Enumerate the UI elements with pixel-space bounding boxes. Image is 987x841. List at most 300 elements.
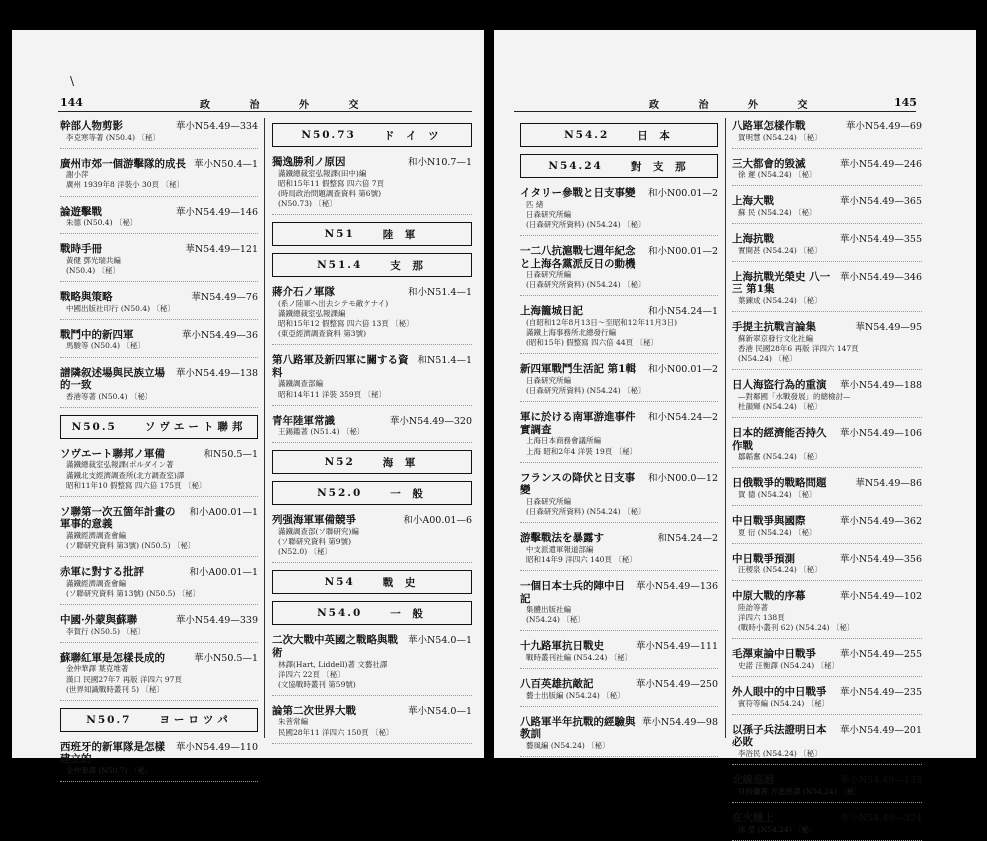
- entry-title: 手提主抗戰言論集: [732, 321, 816, 334]
- entry-detail: 中支派遣軍報道部編: [526, 544, 594, 554]
- catalog-entry: [60, 564, 258, 605]
- entry-detail: (東亞經濟調查資料 第3號): [278, 329, 367, 339]
- call-number: 和小N00.01—2: [647, 245, 718, 257]
- entry-title: 廣州市郊一個游擊隊的成長: [60, 157, 186, 170]
- call-number: 和小N00.01—2: [647, 188, 718, 199]
- entry-detail: 廣州 1939年8 洋裝小 30頁 〔秘〕: [66, 180, 184, 190]
- catalog-entry: [272, 154, 472, 215]
- entry-detail: 漢口 民國27年7 再版 洋四六 97頁: [66, 674, 182, 684]
- entry-title: 蘇聯紅軍是怎樣長成的: [60, 651, 165, 664]
- entry-row: [272, 154, 472, 169]
- call-number: 和N54.24—2: [657, 533, 718, 545]
- call-number: 華小N50.5—1: [193, 652, 258, 664]
- entry-title: 上海抗戰光榮史 八一三 第1集: [732, 270, 831, 296]
- call-number: 和N51.4—1: [417, 355, 472, 367]
- entry-row: [272, 284, 472, 299]
- entry-detail: (系ノ陸軍ヘ出去シテモ敵ケナイ): [278, 298, 389, 308]
- entry-title: 十九路軍抗日戰史: [520, 640, 604, 653]
- catalog-entry: [272, 352, 472, 405]
- entry-detail: 黃健 鄧光瑞共編: [66, 255, 121, 265]
- call-number: 華小N54.49—98: [641, 716, 718, 728]
- catalog-entry: [60, 289, 258, 320]
- entry-title: 游擊戰法を暴露す: [520, 532, 604, 545]
- entry-detail: 日森研究所編: [526, 270, 571, 280]
- entry-row: [272, 512, 472, 527]
- catalog-entry: [60, 650, 258, 701]
- catalog-entry: [60, 446, 258, 497]
- entry-detail: 金仲華譯 (N50.7) 〔秘〕: [66, 766, 153, 775]
- entry-row: [60, 504, 258, 531]
- section-heading: [272, 253, 472, 277]
- entry-row: [732, 588, 922, 603]
- running-head: 政 治 外 交: [200, 100, 377, 111]
- call-number: 華小N50.4—1: [193, 158, 258, 170]
- entry-title: 八百英雄抗敵記: [520, 678, 594, 691]
- catalog-entry: [272, 512, 472, 563]
- call-number: 和小N00.01—2: [647, 364, 718, 376]
- call-number: 華小N54.49—102: [839, 591, 922, 603]
- call-number: 華小N54.49—334: [175, 121, 258, 132]
- entry-title: 二次大戰中英國之戰略與戰術: [272, 634, 398, 659]
- entry-detail: 日森研究所編: [526, 375, 571, 385]
- call-number: 華小N54.49—69: [845, 121, 922, 132]
- section-name: 對 支 那: [630, 160, 690, 173]
- section-name: ド イ ツ: [383, 129, 443, 142]
- entry-detail: (日森研究所資料) (N54.24) 〔秘〕: [526, 506, 646, 516]
- entry-title: 幹部人物剪影: [60, 120, 123, 132]
- call-number: 和小N54.24—1: [647, 306, 718, 318]
- section-name: 一 般: [390, 487, 427, 500]
- entry-title: 中國·外蒙與蘇聯: [60, 614, 138, 627]
- section-heading: [272, 570, 472, 594]
- catalog-entry: [520, 714, 718, 757]
- entry-detail: 賀 德 (N54.24) 〔秘〕: [738, 489, 817, 499]
- entry-detail: 林譯(Hart, Liddell)著 文藝社譯: [278, 659, 388, 669]
- section-code: N54: [324, 576, 355, 589]
- entry-title: 八路軍怎樣作戰: [732, 120, 806, 132]
- entry-title: 北線巡迴: [732, 774, 774, 787]
- entry-row: [520, 714, 718, 741]
- catalog-entry: [60, 327, 258, 358]
- entry-title: 軍に於ける南軍游進事件實調查: [520, 411, 636, 436]
- section-heading: [272, 481, 472, 505]
- entry-detail: (ソ聯研究資料 第3號) (N50.5) 〔秘〕: [66, 541, 196, 551]
- entry-detail: 昭和11年10 假整寫 四六倍 175頁 〔秘〕: [66, 480, 207, 490]
- section-heading: [272, 123, 472, 147]
- entry-title: 譜隣叙述場與民族立場的一致: [60, 366, 165, 392]
- section-heading: [520, 154, 718, 178]
- entry-detail: (N50.4) 〔秘〕: [66, 266, 120, 275]
- entry-row: [60, 564, 258, 579]
- catalog-entry: [60, 241, 258, 282]
- entry-row: [60, 650, 258, 665]
- entry-detail: 昭和14年11 洋裝 359頁 〔秘〕: [278, 389, 387, 399]
- catalog-entry: [732, 810, 922, 841]
- entry-title: 在火綫上: [732, 811, 774, 824]
- entry-detail: (ソ聯研究資料 第9號): [278, 537, 352, 547]
- entry-detail: (時局政治問題調查資料 第6號): [278, 188, 382, 198]
- entry-row: [520, 578, 718, 605]
- call-number: 華N54.49—95: [855, 322, 922, 334]
- entry-detail: 民國28年11 洋四六 150頁 〔秘〕: [278, 727, 394, 737]
- catalog-entry: [520, 578, 718, 631]
- entry-detail: (自昭和12年8月13日～至昭和12年11月3日): [526, 318, 678, 327]
- catalog-entry: [732, 156, 922, 187]
- entry-row: [732, 513, 922, 528]
- section-name: 海 軍: [382, 456, 420, 469]
- entry-detail: 藝風編 (N54.24) 〔秘〕: [526, 741, 610, 750]
- call-number: 和小A00.01—6: [403, 515, 472, 527]
- entry-detail: 滿鐵總裁室弘報課編: [278, 308, 346, 318]
- entry-title: 列强海軍軍備競爭: [272, 514, 356, 527]
- catalog-entry: [732, 377, 922, 418]
- entry-row: [732, 377, 922, 392]
- entry-title: 日人海盜行為的重演: [732, 379, 827, 392]
- entry-title: 毛澤東論中日戰爭: [732, 648, 816, 661]
- entry-title: 以孫子兵法證明日本必敗: [732, 723, 827, 749]
- section-name: 支 那: [390, 259, 427, 272]
- entry-detail: 陸詒等著: [738, 603, 768, 613]
- entry-detail: 滿鐵經濟調查會編: [66, 578, 126, 588]
- catalog-entry: [732, 475, 922, 506]
- entry-title: 戰略與策略: [60, 291, 113, 304]
- entry-row: [520, 530, 718, 545]
- entry-row: [272, 632, 472, 659]
- catalog-entry: [520, 243, 718, 296]
- catalog-entry: [732, 193, 922, 224]
- call-number: 華N54.49—76: [191, 292, 258, 304]
- call-number: 華小N54.49—355: [839, 234, 922, 246]
- entry-row: [60, 204, 258, 219]
- call-number: 華小N54.49—111: [635, 641, 718, 653]
- entry-title: 戰鬥中的新四軍: [60, 328, 134, 341]
- entry-detail: —對鄰國「水戰發展」的總檢討—: [738, 391, 851, 401]
- catalog-entry: [60, 118, 258, 149]
- entry-detail: (N54.24) 〔秘〕: [526, 615, 585, 625]
- entry-detail: 葉鍊成 (N54.24) 〔秘〕: [738, 296, 822, 306]
- section-code: N50.73: [301, 129, 356, 141]
- call-number: 華小N54.49—250: [635, 679, 718, 691]
- section-heading: [272, 222, 472, 246]
- catalog-entry: [520, 676, 718, 707]
- entry-detail: 日森研究所編: [526, 209, 571, 219]
- entry-detail: 洋四六 22頁 〔秘〕: [278, 669, 345, 679]
- section-name: 日 本: [637, 129, 674, 142]
- catalog-entry: [732, 118, 922, 149]
- entry-title: 外人眼中的中日戰爭: [732, 686, 827, 699]
- entry-detail: 朱菩常編: [278, 717, 308, 727]
- left-column-1: [60, 118, 258, 775]
- entry-detail: 朱德 (N50.4) 〔秘〕: [66, 218, 138, 228]
- left-page: [12, 30, 484, 775]
- page-number: 145: [894, 96, 917, 109]
- entry-row: [732, 722, 922, 749]
- entry-detail: 滿鐵調查部(ソ聯研究)編: [278, 526, 359, 536]
- entry-row: [60, 289, 258, 304]
- entry-row: [732, 646, 922, 661]
- call-number: 華小N54.49—36: [181, 329, 258, 341]
- section-heading: [272, 450, 472, 474]
- section-heading: [520, 123, 718, 147]
- entry-detail: 滿鐵調查部編: [278, 379, 323, 389]
- section-heading: [272, 601, 472, 625]
- entry-detail: 藝士出版編 (N54.24) 〔秘〕: [526, 690, 625, 700]
- entry-detail: (N50.73) 〔秘〕: [278, 198, 337, 208]
- catalog-entry: [520, 470, 718, 523]
- call-number: 華小N54.49—324: [839, 812, 922, 824]
- catalog-entry: [60, 739, 258, 782]
- call-number: 華小N54.49—106: [839, 428, 922, 439]
- catalog-entry: [732, 684, 922, 715]
- call-number: 華小N54.49—365: [839, 196, 922, 208]
- section-code: N54.24: [548, 160, 603, 172]
- section-heading: [60, 708, 258, 732]
- entry-detail: (文協戰時叢刊 第59號): [278, 679, 356, 689]
- call-number: 華小N54.49—320: [389, 415, 472, 427]
- entry-title: 一個日本士兵的陣中日記: [520, 579, 625, 605]
- entry-detail: 昭和14年9 洋四六 140頁 〔秘〕: [526, 554, 637, 564]
- call-number: 華小N54.49—362: [839, 516, 922, 528]
- entry-detail: 上海日本商務會議所編: [526, 436, 601, 446]
- entry-detail: 李浴民 (N54.24) 〔秘〕: [738, 749, 822, 759]
- entry-row: [732, 425, 922, 452]
- entry-row: [60, 118, 258, 133]
- call-number: 華小N54.49—188: [839, 380, 922, 392]
- entry-row: [732, 319, 922, 334]
- entry-detail: (戰時小叢刊 62) (N54.24) 〔秘〕: [738, 623, 855, 633]
- section-name: 陸 軍: [382, 228, 420, 241]
- entry-detail: 蘇 民 (N54.24) 〔秘〕: [738, 208, 817, 218]
- entry-title: 三大都會的毀滅: [732, 157, 806, 170]
- running-head: 政 治 外 交: [649, 100, 826, 111]
- header-rule: [58, 111, 472, 112]
- page-number: 144: [60, 96, 83, 109]
- entry-row: [520, 185, 718, 200]
- call-number: 華小N54.49—235: [839, 687, 922, 699]
- entry-detail: 洋四六 138頁: [738, 613, 785, 623]
- entry-title: 上海抗戰: [732, 233, 774, 246]
- catalog-entry: [60, 156, 258, 197]
- entry-detail: 滿鐵北支經濟調查所(北方調查室)譯: [66, 470, 185, 480]
- entry-row: [60, 241, 258, 256]
- call-number: 華小N54.49—146: [175, 206, 258, 218]
- catalog-entry: [520, 361, 718, 402]
- entry-row: [60, 156, 258, 171]
- catalog-entry: [520, 303, 718, 354]
- entry-title: イタリー參戰と日支事變: [520, 187, 636, 199]
- call-number: 華N54.49—121: [185, 244, 258, 256]
- entry-detail: 夏 衍 (N54.24) 〔秘〕: [738, 527, 817, 537]
- entry-title: 一二八抗滬戰七週年紀念と上海各黨派反日の動機: [520, 244, 636, 270]
- catalog-entry: [520, 185, 718, 236]
- entry-title: 中原大戰的序幕: [732, 590, 806, 603]
- catalog-entry: [732, 722, 922, 765]
- entry-detail: 李克寒等著 (N50.4) 〔秘〕: [66, 132, 160, 142]
- call-number: 華小N54.49—136: [635, 580, 718, 592]
- entry-row: [520, 676, 718, 691]
- entry-row: [520, 409, 718, 436]
- entry-row: [732, 231, 922, 246]
- catalog-entry: [272, 703, 472, 744]
- entry-row: [272, 413, 472, 428]
- entry-detail: (ソ聯研究資料 第13號) (N50.5) 〔秘〕: [66, 589, 201, 598]
- entry-detail: 昭和15年11 假整寫 四六倍 7頁: [278, 178, 385, 188]
- entry-detail: (N52.0) 〔秘〕: [278, 547, 332, 557]
- catalog-entry: [60, 365, 258, 408]
- right-page: [494, 30, 976, 834]
- entry-detail: 日森研究所編: [526, 496, 571, 506]
- entry-row: [732, 810, 922, 825]
- entry-title: 戰時手冊: [60, 243, 102, 256]
- entry-detail: 蘇新翠京發行文化社編: [738, 333, 813, 343]
- call-number: 和小A00.01—1: [189, 506, 258, 518]
- entry-row: [732, 684, 922, 699]
- catalog-entry: [732, 231, 922, 262]
- column-rule: [264, 118, 265, 738]
- section-code: N54.2: [564, 129, 610, 141]
- catalog-entry: [732, 588, 922, 639]
- catalog-entry: [60, 504, 258, 557]
- call-number: 華小N54.49—138: [175, 367, 258, 379]
- entry-row: [520, 243, 718, 270]
- entry-detail: 中國出版社印行 (N50.4) 〔秘〕: [66, 303, 175, 313]
- entry-title: 第八路軍及新四軍に關する資料: [272, 354, 409, 379]
- section-name: ヨーロツパ: [159, 714, 232, 727]
- entry-detail: 香港 民國28年6 再版 洋四六 147頁: [738, 343, 859, 353]
- entry-title: 日本的經濟能否持久作戰: [732, 427, 827, 452]
- entry-title: 上海籠城日記: [520, 305, 583, 318]
- entry-detail: 金仲華譯 葉克堆著: [66, 664, 129, 674]
- entry-row: [732, 156, 922, 171]
- entry-title: 西班牙的新軍隊是怎樣建立的: [60, 740, 165, 766]
- entry-title: 蔣介石ノ軍隊: [272, 286, 335, 299]
- entry-detail: 匹 緒: [526, 199, 544, 209]
- entry-row: [520, 638, 718, 653]
- entry-title: 新四軍戰鬥生活記 第1輯: [520, 363, 636, 376]
- entry-detail: 香港等著 (N50.4) 〔秘〕: [66, 391, 153, 401]
- call-number: 華N54.49—86: [855, 478, 922, 490]
- call-number: 和N50.5—1: [203, 448, 258, 460]
- entry-detail: 賓符等編 (N54.24) 〔秘〕: [738, 698, 830, 708]
- entry-detail: (日森研究所資料) (N54.24) 〔秘〕: [526, 280, 646, 290]
- catalog-entry: [732, 319, 922, 370]
- entry-detail: 滿鐵上海事務所北總發行編: [526, 328, 616, 338]
- catalog-entry: [272, 632, 472, 696]
- catalog-entry: [732, 425, 922, 468]
- call-number: 華小N54.49—110: [175, 741, 258, 753]
- call-number: 華小N54.49—246: [839, 158, 922, 170]
- entry-detail: (世界知識戰時叢刊 5) 〔秘〕: [66, 684, 164, 694]
- catalog-entry: [732, 646, 922, 677]
- entry-detail: 滿鐵經濟調查會編: [66, 531, 126, 541]
- entry-row: [60, 327, 258, 342]
- entry-detail: (昭和15年) 假整寫 四六倍 44頁 〔秘〕: [526, 338, 658, 348]
- entry-row: [732, 772, 922, 787]
- entry-detail: 昭和15年12 假整寫 四六倍 13頁 〔秘〕: [278, 318, 414, 328]
- entry-title: 上海大戰: [732, 195, 774, 208]
- catalog-entry: [732, 513, 922, 544]
- entry-title: 論第二次世界大戰: [272, 704, 356, 717]
- entry-title: フランスの降伏と日支事變: [520, 471, 636, 497]
- entry-title: 獨逸勝利ノ原因: [272, 156, 346, 168]
- call-number: 和小N10.7—1: [407, 157, 472, 168]
- section-code: N51.4: [317, 259, 363, 272]
- entry-detail: 王錫鑑著 (N51.4) 〔秘〕: [278, 427, 365, 437]
- entry-detail: 冰 瑩 (N54.24) 〔秘〕: [738, 824, 817, 834]
- entry-detail: (日森研究所資料) (N54.24) 〔秘〕: [526, 219, 646, 229]
- entry-row: [732, 118, 922, 133]
- entry-row: [732, 193, 922, 208]
- entry-detail: 鄒韜奮 (N54.24) 〔秘〕: [738, 452, 822, 462]
- entry-detail: 實開甚 (N54.24) 〔秘〕: [738, 245, 822, 255]
- entry-detail: 上海 昭和2年4 洋裝 19頁 〔秘〕: [526, 446, 638, 456]
- section-name: 一 般: [390, 607, 427, 620]
- entry-title: 日俄戰爭的戰略問題: [732, 477, 827, 490]
- call-number: 華小N54.0—1: [407, 705, 472, 717]
- left-column-2: [272, 118, 472, 754]
- section-code: N52.0: [317, 487, 363, 500]
- call-number: 華小N54.49—346: [839, 271, 922, 283]
- call-number: 和小A00.01—1: [189, 567, 258, 579]
- call-number: 華小N54.49—133: [839, 775, 922, 787]
- entry-title: 中日戰爭與國際: [732, 515, 806, 528]
- entry-title: 中日戰爭預測: [732, 552, 795, 565]
- catalog-entry: [520, 638, 718, 669]
- call-number: 華小N54.49—339: [175, 615, 258, 627]
- entry-detail: 戰時叢刊社編 (N54.24) 〔秘〕: [526, 652, 633, 662]
- catalog-entry: [520, 409, 718, 462]
- entry-detail: 史諾 汪衡譯 (N54.24) 〔秘〕: [738, 661, 840, 671]
- catalog-entry: [272, 413, 472, 444]
- entry-row: [732, 475, 922, 490]
- right-column-2: [732, 118, 922, 834]
- entry-row: [272, 352, 472, 379]
- entry-row: [732, 269, 922, 296]
- entry-row: [60, 739, 258, 766]
- entry-row: [520, 361, 718, 376]
- entry-detail: 集體出版社編: [526, 605, 571, 615]
- call-number: 和小N51.4—1: [407, 287, 472, 299]
- call-number: 和小N54.24—2: [647, 412, 718, 424]
- entry-detail: (N54.24) 〔秘〕: [738, 354, 797, 364]
- entry-row: [732, 551, 922, 566]
- section-code: N54.0: [317, 607, 363, 620]
- catalog-entry: [732, 772, 922, 803]
- entry-detail: 李賀行 (N50.5) 〔秘〕: [66, 626, 145, 636]
- entry-detail: 滿鐵總裁室弘報課(ポルダイン著: [66, 460, 174, 470]
- entry-detail: 杜韻輝 (N54.24) 〔秘〕: [738, 401, 822, 411]
- entry-detail: (日森研究所資料) (N54.24) 〔秘〕: [526, 386, 646, 396]
- call-number: 和小N00.0—12: [647, 472, 718, 484]
- entry-title: 青年陸軍常識: [272, 414, 335, 427]
- entry-row: [60, 612, 258, 627]
- catalog-entry: [60, 612, 258, 643]
- call-number: 華小N54.0—1: [407, 635, 472, 647]
- entry-detail: 賀明慧 (N54.24) 〔秘〕: [738, 132, 822, 142]
- entry-row: [272, 703, 472, 718]
- column-rule: [725, 118, 726, 738]
- section-code: N52: [324, 456, 355, 469]
- section-code: N51: [324, 228, 355, 241]
- entry-row: [60, 446, 258, 461]
- catalog-entry: [60, 204, 258, 235]
- catalog-entry: [732, 551, 922, 582]
- call-number: 華小N54.49—201: [839, 724, 922, 736]
- section-heading: [60, 415, 258, 439]
- entry-title: 赤軍に對する批評: [60, 566, 144, 579]
- call-number: 華小N54.49—255: [839, 649, 922, 661]
- entry-detail: 貝特蘭著 方遙巒譯 (N54.24) 〔秘〕: [738, 786, 862, 796]
